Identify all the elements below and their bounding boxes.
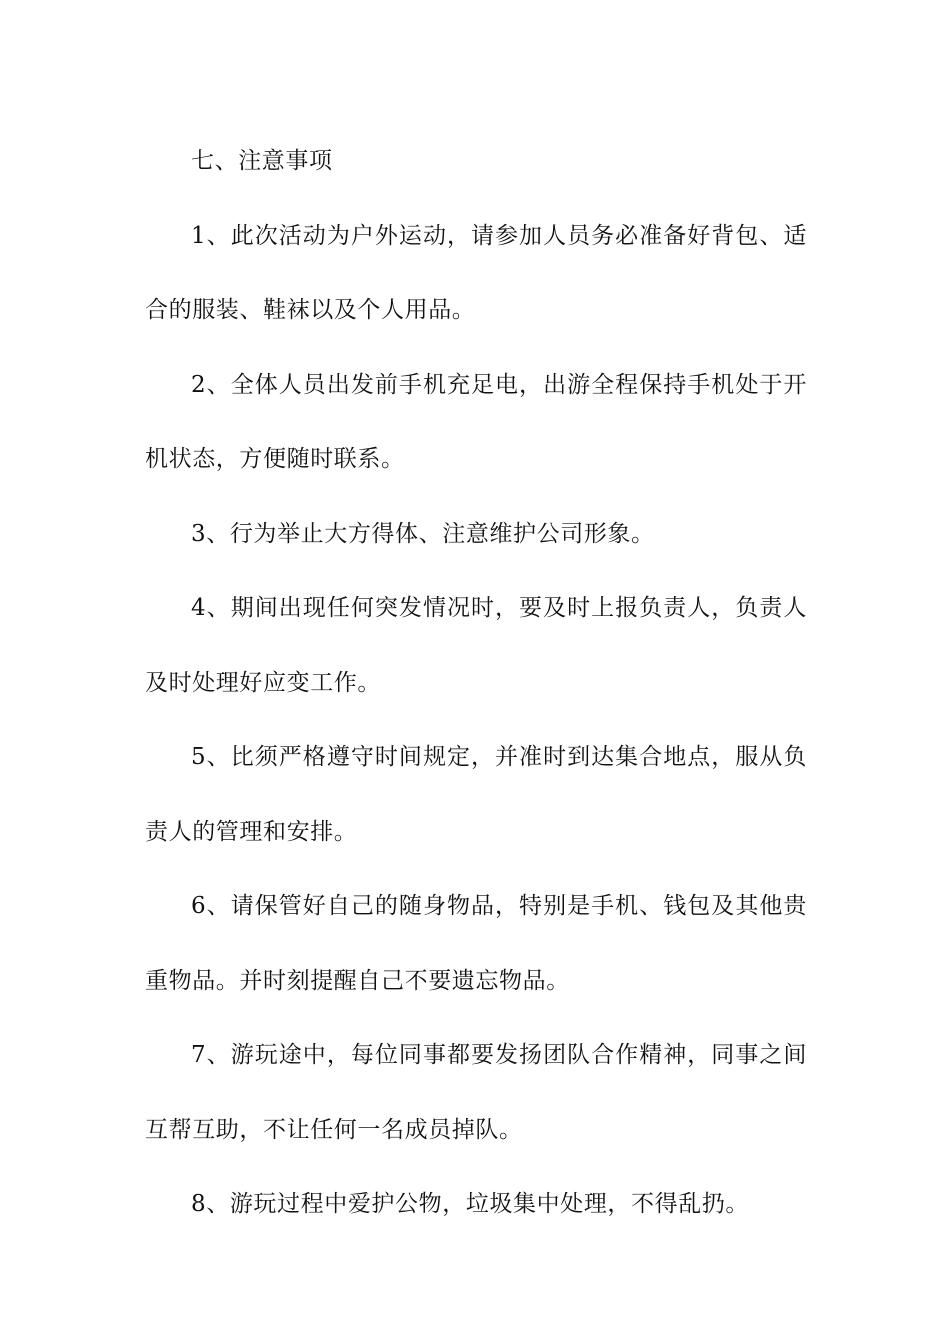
notice-item-6: 6、请保管好自己的随身物品，特别是手机、钱包及其他贵重物品。并时刻提醒自己不要遗忘物品。 (145, 893, 807, 994)
section-heading: 七、注意事项 (191, 148, 333, 174)
notice-item-5: 5、比须严格遵守时间规定，并准时到达集合地点，服从负责人的管理和安排。 (145, 744, 807, 845)
notice-item-4: 4、期间出现任何突发情况时，要及时上报负责人，负责人及时处理好应变工作。 (145, 595, 807, 696)
notice-item-7: 7、游玩途中，每位同事都要发扬团队合作精神，同事之间互帮互助，不让任何一名成员掉队。 (145, 1042, 807, 1143)
notice-item-1: 1、此次活动为户外运动，请参加人员务必准备好背包、适合的服装、鞋袜以及个人用品。 (145, 222, 807, 323)
document-body (145, 124, 807, 1242)
notice-item-3: 3、行为举止大方得体、注意维护公司形象。 (191, 520, 655, 547)
notice-item-2: 2、全体人员出发前手机充足电，出游全程保持手机处于开机状态，方便随时联系。 (145, 371, 807, 472)
notice-item-8: 8、游玩过程中爱护公物，垃圾集中处理，不得乱扔。 (191, 1191, 750, 1217)
